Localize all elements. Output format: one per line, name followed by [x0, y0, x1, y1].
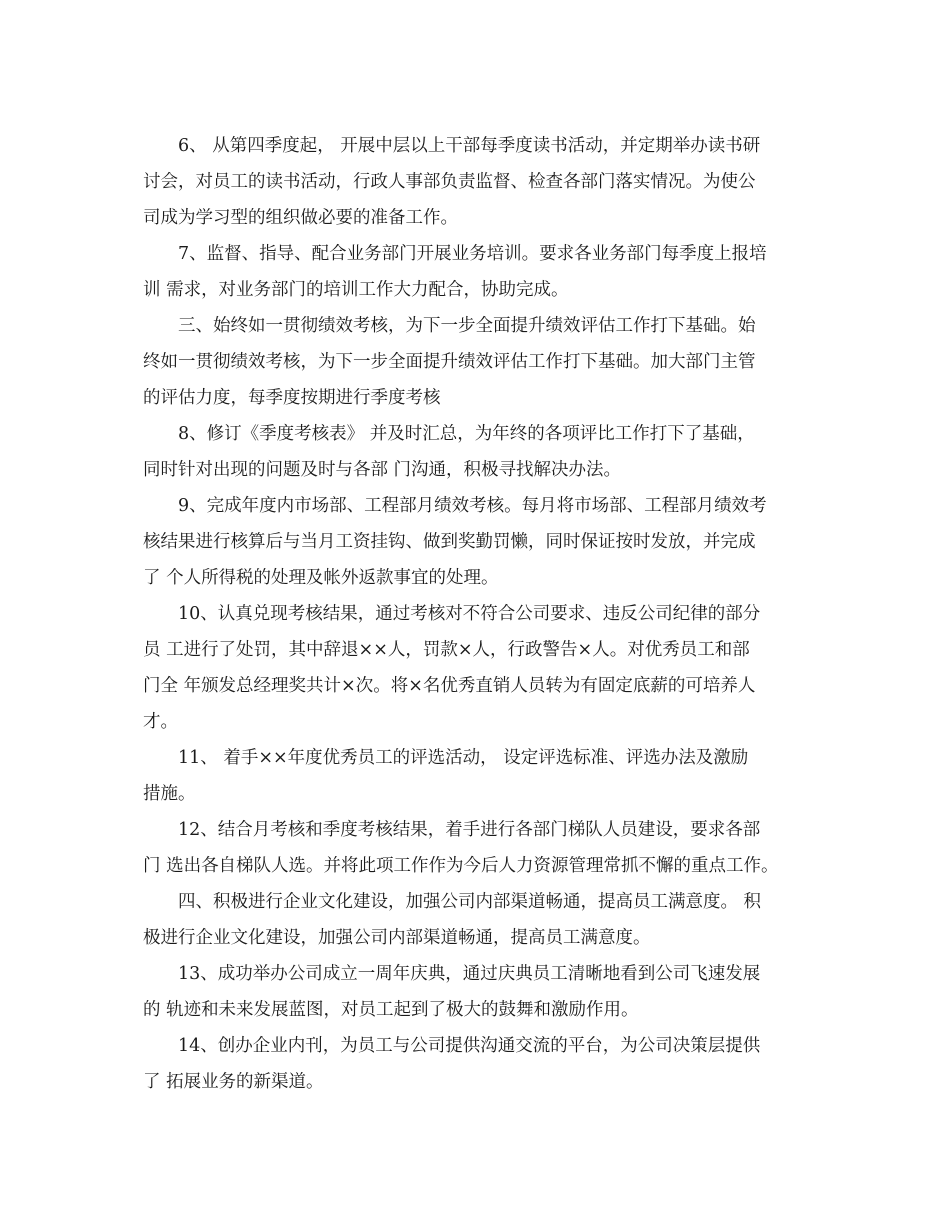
paragraph-section-4: [143, 884, 823, 956]
text-line: 终如一贯彻绩效考核，为下一步全面提升绩效评估工作打下基础。加大部门主管: [143, 352, 756, 372]
paragraph-item-10: [143, 596, 823, 740]
paragraph-item-11: [143, 740, 823, 812]
paragraph-item-12: [143, 812, 823, 884]
text-line: 9、完成年度内市场部、工程部月绩效考核。每月将市场部、工程部月绩效考: [178, 496, 767, 516]
text-line: 讨会，对员工的读书活动，行政人事部负责监督、检查各部门落实情况。为使公: [143, 172, 756, 192]
text-line: 了 拓展业务的新渠道。: [143, 1072, 324, 1092]
text-line: 7、监督、指导、配合业务部门开展业务培训。要求各业务部门每季度上报培: [178, 244, 767, 264]
paragraph-item-6: [143, 128, 823, 236]
paragraph-section-3: [143, 308, 823, 416]
text-line: 极进行企业文化建设，加强公司内部渠道畅通，提高员工满意度。: [143, 928, 651, 948]
text-line: 的评估力度，每季度按期进行季度考核: [143, 388, 441, 408]
text-line: 训 需求，对业务部门的培训工作大力配合，协助完成。: [143, 280, 569, 300]
text-line: 才。: [143, 712, 178, 732]
text-line: 14、创办企业内刊，为员工与公司提供沟通交流的平台，为公司决策层提供: [178, 1036, 761, 1056]
text-line: 核结果进行核算后与当月工资挂钩、做到奖勤罚懒，同时保证按时发放，并完成: [143, 532, 756, 552]
text-line: 员 工进行了处罚，其中辞退××人，罚款×人，行政警告×人。对优秀员工和部: [143, 640, 750, 660]
text-line: 6、 从第四季度起， 开展中层以上干部每季度读书活动，并定期举办读书研: [178, 136, 761, 156]
text-line: 13、成功举办公司成立一周年庆典，通过庆典员工清晰地看到公司飞速发展: [178, 964, 761, 984]
text-line: 的 轨迹和未来发展蓝图，对员工起到了极大的鼓舞和激励作用。: [143, 1000, 639, 1020]
paragraph-item-9: [143, 488, 823, 596]
text-line: 四、积极进行企业文化建设，加强公司内部渠道畅通，提高员工满意度。 积: [178, 892, 762, 912]
text-line: 同时针对出现的问题及时与各部 门沟通，积极寻找解决办法。: [143, 460, 622, 480]
document-body: [143, 128, 823, 1100]
text-line: 措施。: [143, 784, 196, 804]
text-line: 三、始终如一贯彻绩效考核，为下一步全面提升绩效评估工作打下基础。始: [178, 316, 756, 336]
paragraph-item-7: [143, 236, 823, 308]
text-line: 了 个人所得税的处理及帐外返款事宜的处理。: [143, 568, 499, 588]
text-line: 司成为学习型的组织做必要的准备工作。: [143, 208, 458, 228]
paragraph-item-8: [143, 416, 823, 488]
paragraph-item-14: [143, 1028, 823, 1100]
text-line: 门全 年颁发总经理奖共计×次。将×名优秀直销人员转为有固定底薪的可培养人: [143, 676, 756, 696]
paragraph-item-13: [143, 956, 823, 1028]
text-line: 8、修订《季度考核表》 并及时汇总，为年终的各项评比工作打下了基础，: [178, 424, 755, 444]
text-line: 11、 着手××年度优秀员工的评选活动， 设定评选标准、评选办法及激励: [178, 748, 749, 768]
text-line: 12、结合月考核和季度考核结果，着手进行各部门梯队人员建设，要求各部: [178, 820, 761, 840]
text-line: 10、认真兑现考核结果，通过考核对不符合公司要求、违反公司纪律的部分: [178, 604, 761, 624]
text-line: 门 选出各自梯队人选。并将此项工作作为今后人力资源管理常抓不懈的重点工作。: [143, 856, 779, 876]
